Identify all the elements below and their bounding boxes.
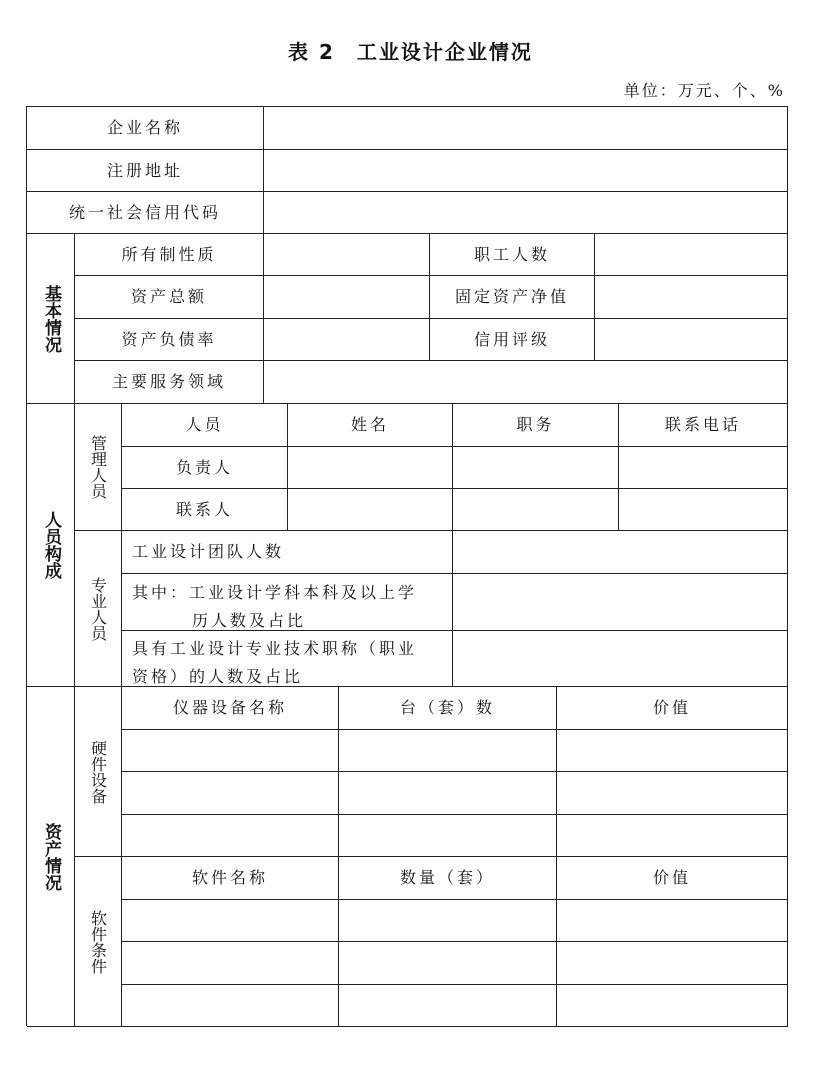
unit-note: 单位：万元、个、% bbox=[623, 81, 785, 100]
bachelor-label-line2: 历人数及占比 bbox=[192, 611, 307, 630]
bachelor-label bbox=[122, 574, 453, 631]
sw-row3-value[interactable] bbox=[557, 985, 788, 1027]
service-field-input[interactable] bbox=[264, 361, 788, 404]
credit-rating-field[interactable] bbox=[595, 319, 788, 361]
bachelor-field[interactable] bbox=[453, 574, 788, 631]
title-holders-label-line2: 资格）的人数及占比 bbox=[132, 667, 304, 686]
table-title: 表 2 工业设计企业情况 bbox=[288, 40, 533, 64]
head-phone-field[interactable] bbox=[619, 447, 788, 489]
sw-row3-name[interactable] bbox=[122, 985, 339, 1027]
net-fixed-assets-field[interactable] bbox=[595, 276, 788, 319]
title-holders-label bbox=[122, 631, 453, 687]
software-label: 软件条件 bbox=[75, 857, 122, 1027]
team-count-label: 工业设计团队人数 bbox=[122, 531, 453, 574]
company-info-table bbox=[26, 106, 788, 1026]
employees-field[interactable] bbox=[595, 234, 788, 276]
head-position-field[interactable] bbox=[453, 447, 619, 489]
sw-row2-name[interactable] bbox=[122, 942, 339, 985]
service-field-label: 主要服务领域 bbox=[75, 361, 264, 404]
header-name: 姓名 bbox=[288, 404, 453, 447]
sw-row1-name[interactable] bbox=[122, 900, 339, 942]
sw-row2-value[interactable] bbox=[557, 942, 788, 985]
bachelor-label-line1: 其中：工业设计学科本科及以上学 bbox=[132, 583, 418, 602]
hw-row1-value[interactable] bbox=[557, 730, 788, 772]
contact-label: 联系人 bbox=[122, 489, 288, 531]
hw-row1-equipment[interactable] bbox=[122, 730, 339, 772]
basic-section-label: 基本情况 bbox=[27, 234, 75, 404]
credit-rating-label: 信用评级 bbox=[430, 319, 595, 361]
personnel-section-label: 人员构成 bbox=[27, 404, 75, 687]
hw-row3-value[interactable] bbox=[557, 815, 788, 857]
sw-row1-value[interactable] bbox=[557, 900, 788, 942]
address-field[interactable] bbox=[264, 150, 788, 192]
sw-header-name: 软件名称 bbox=[122, 857, 339, 900]
hw-header-equipment: 仪器设备名称 bbox=[122, 687, 339, 730]
title-holders-label-line1: 具有工业设计专业技术职称（职业 bbox=[132, 639, 418, 658]
ownership-label: 所有制性质 bbox=[75, 234, 264, 276]
debt-ratio-field[interactable] bbox=[264, 319, 430, 361]
hw-row3-equipment[interactable] bbox=[122, 815, 339, 857]
header-personnel: 人员 bbox=[122, 404, 288, 447]
management-label: 管理人员 bbox=[75, 404, 122, 531]
company-name-field[interactable] bbox=[264, 107, 788, 150]
contact-name-field[interactable] bbox=[288, 489, 453, 531]
debt-ratio-label: 资产负债率 bbox=[75, 319, 264, 361]
contact-phone-field[interactable] bbox=[619, 489, 788, 531]
hw-row2-equipment[interactable] bbox=[122, 772, 339, 815]
professional-label: 专业人员 bbox=[75, 531, 122, 687]
contact-position-field[interactable] bbox=[453, 489, 619, 531]
total-assets-label: 资产总额 bbox=[75, 276, 264, 319]
hw-row2-quantity[interactable] bbox=[339, 772, 557, 815]
sw-row3-quantity[interactable] bbox=[339, 985, 557, 1027]
ownership-field[interactable] bbox=[264, 234, 430, 276]
hw-header-quantity: 台（套）数 bbox=[339, 687, 557, 730]
company-name-label: 企业名称 bbox=[27, 107, 264, 150]
sw-row1-quantity[interactable] bbox=[339, 900, 557, 942]
hw-header-value: 价值 bbox=[557, 687, 788, 730]
hardware-label: 硬件设备 bbox=[75, 687, 122, 857]
hw-row1-quantity[interactable] bbox=[339, 730, 557, 772]
header-phone: 联系电话 bbox=[619, 404, 788, 447]
credit-code-label: 统一社会信用代码 bbox=[27, 192, 264, 234]
credit-code-field[interactable] bbox=[264, 192, 788, 234]
title-holders-field[interactable] bbox=[453, 631, 788, 687]
sw-header-quantity: 数量（套） bbox=[339, 857, 557, 900]
head-name-field[interactable] bbox=[288, 447, 453, 489]
team-count-field[interactable] bbox=[453, 531, 788, 574]
head-label: 负责人 bbox=[122, 447, 288, 489]
sw-header-value: 价值 bbox=[557, 857, 788, 900]
sw-row2-quantity[interactable] bbox=[339, 942, 557, 985]
employees-label: 职工人数 bbox=[430, 234, 595, 276]
assets-section-label: 资产情况 bbox=[27, 687, 75, 1027]
header-position: 职务 bbox=[453, 404, 619, 447]
hw-row3-quantity[interactable] bbox=[339, 815, 557, 857]
net-fixed-assets-label: 固定资产净值 bbox=[430, 276, 595, 319]
total-assets-field[interactable] bbox=[264, 276, 430, 319]
address-label: 注册地址 bbox=[27, 150, 264, 192]
hw-row2-value[interactable] bbox=[557, 772, 788, 815]
